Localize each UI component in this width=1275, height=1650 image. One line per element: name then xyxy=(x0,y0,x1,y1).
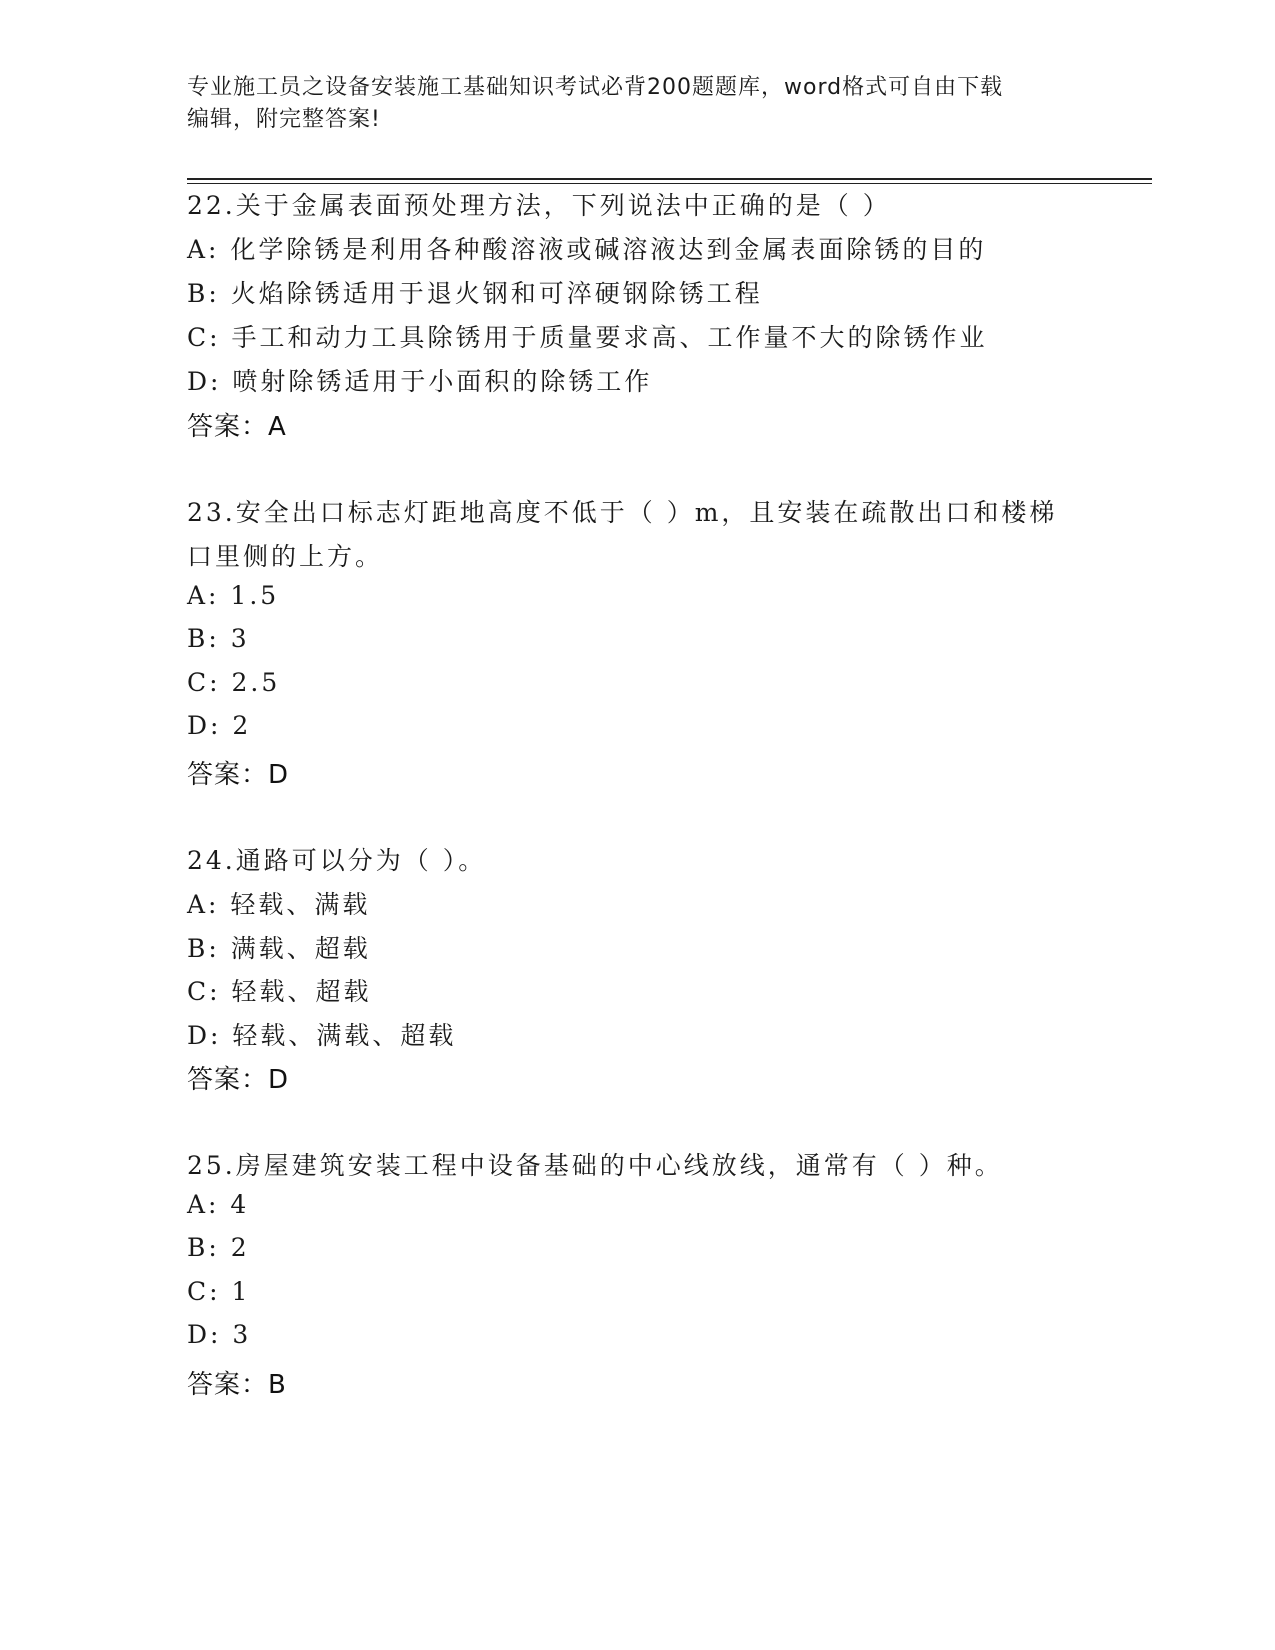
answer-value: B xyxy=(268,1370,287,1400)
answer-label: 答案： xyxy=(187,1370,269,1400)
question-option: C: 1 xyxy=(187,1277,251,1306)
answer-value: D xyxy=(268,1065,290,1095)
question-option: A: 4 xyxy=(187,1190,250,1219)
document-header xyxy=(187,72,1087,136)
header-line-1: 专业施工员之设备安装施工基础知识考试必背200题题库，word格式可自由下载 xyxy=(187,75,1004,100)
question-stem: 25.房屋建筑安装工程中设备基础的中心线放线，通常有（ ）种。 xyxy=(187,1151,1003,1180)
question-option: C: 手工和动力工具除锈用于质量要求高、工作量不大的除锈作业 xyxy=(187,323,988,352)
question-option: A: 化学除锈是利用各种酸溶液或碱溶液达到金属表面除锈的目的 xyxy=(187,235,987,264)
header-line-2: 编辑，附完整答案! xyxy=(187,107,381,132)
question-stem: 23.安全出口标志灯距地高度不低于（ ）m，且安装在疏散出口和楼梯 xyxy=(187,498,1058,527)
question-option: A: 轻载、满载 xyxy=(187,890,371,919)
answer-line xyxy=(187,1059,289,1096)
answer-line xyxy=(187,1364,287,1401)
answer-line xyxy=(187,754,289,791)
question-option: B: 2 xyxy=(187,1233,250,1262)
answer-value: D xyxy=(268,760,290,790)
question-option: C: 2.5 xyxy=(187,668,281,697)
question-option: D: 3 xyxy=(187,1320,252,1349)
question-option: B: 火焰除锈适用于退火钢和可淬硬钢除锈工程 xyxy=(187,279,763,308)
question-option: C: 轻载、超载 xyxy=(187,977,372,1006)
answer-label: 答案： xyxy=(187,760,269,790)
question-stem: 口里侧的上方。 xyxy=(187,542,384,571)
answer-value: A xyxy=(268,412,287,442)
answer-line xyxy=(187,406,287,443)
question-option: B: 满载、超载 xyxy=(187,934,371,963)
question-option: A: 1.5 xyxy=(187,581,280,610)
header-divider-thick xyxy=(187,178,1152,180)
question-option: D: 轻载、满载、超载 xyxy=(187,1021,457,1050)
question-option: B: 3 xyxy=(187,624,250,653)
header-divider-thin xyxy=(187,183,1152,184)
question-option: D: 喷射除锈适用于小面积的除锈工作 xyxy=(187,367,653,396)
question-stem: 22.关于金属表面预处理方法，下列说法中正确的是（ ） xyxy=(187,191,891,220)
answer-label: 答案： xyxy=(187,1065,269,1095)
question-stem: 24.通路可以分为（ ）。 xyxy=(187,846,487,875)
answer-label: 答案： xyxy=(187,412,269,442)
question-option: D: 2 xyxy=(187,711,252,740)
